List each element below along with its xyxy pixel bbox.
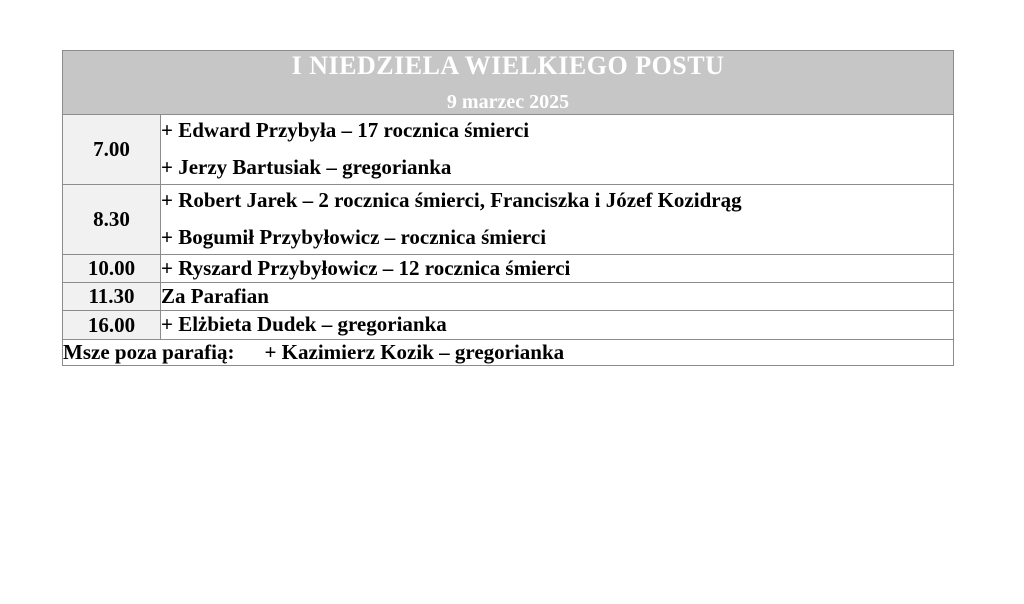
mass-intentions [161, 311, 954, 339]
intention-line: + Elżbieta Dudek – gregorianka [161, 312, 447, 337]
mass-time: 11.30 [63, 283, 161, 311]
table-header-row [63, 51, 954, 115]
intention-line: + Edward Przybyła – 17 rocznica śmierci [161, 117, 530, 142]
page-title: I NIEDZIELA WIELKIEGO POSTU [291, 51, 725, 80]
intention-line: + Robert Jarek – 2 rocznica śmierci, Franciszka i Józef Kozidrąg [161, 187, 742, 212]
mass-intentions [161, 283, 954, 311]
mass-schedule-table [62, 50, 954, 366]
mass-time: 16.00 [63, 311, 161, 339]
table-row [63, 184, 954, 254]
mass-intentions [161, 114, 954, 184]
table-row [63, 254, 954, 282]
outside-parish-intention: + Kazimierz Kozik – gregorianka [264, 339, 565, 364]
outside-parish-label: Msze poza parafią: [63, 339, 235, 364]
mass-intentions [161, 254, 954, 282]
mass-time: 8.30 [63, 184, 161, 254]
intention-line: Za Parafian [161, 284, 269, 309]
outside-parish-cell [63, 339, 954, 365]
table-footer-row [63, 339, 954, 365]
header-cell [63, 51, 954, 115]
intention-line: + Jerzy Bartusiak – gregorianka [161, 155, 452, 180]
intention-line: + Ryszard Przybyłowicz – 12 rocznica śmierci [161, 255, 571, 280]
mass-intentions [161, 184, 954, 254]
intention-line: + Bogumił Przybyłowicz – rocznica śmierci [161, 225, 547, 250]
mass-time: 7.00 [63, 114, 161, 184]
table-row [63, 114, 954, 184]
page-date: 9 marzec 2025 [446, 90, 570, 113]
table-row [63, 283, 954, 311]
mass-time: 10.00 [63, 254, 161, 282]
table-row [63, 311, 954, 339]
